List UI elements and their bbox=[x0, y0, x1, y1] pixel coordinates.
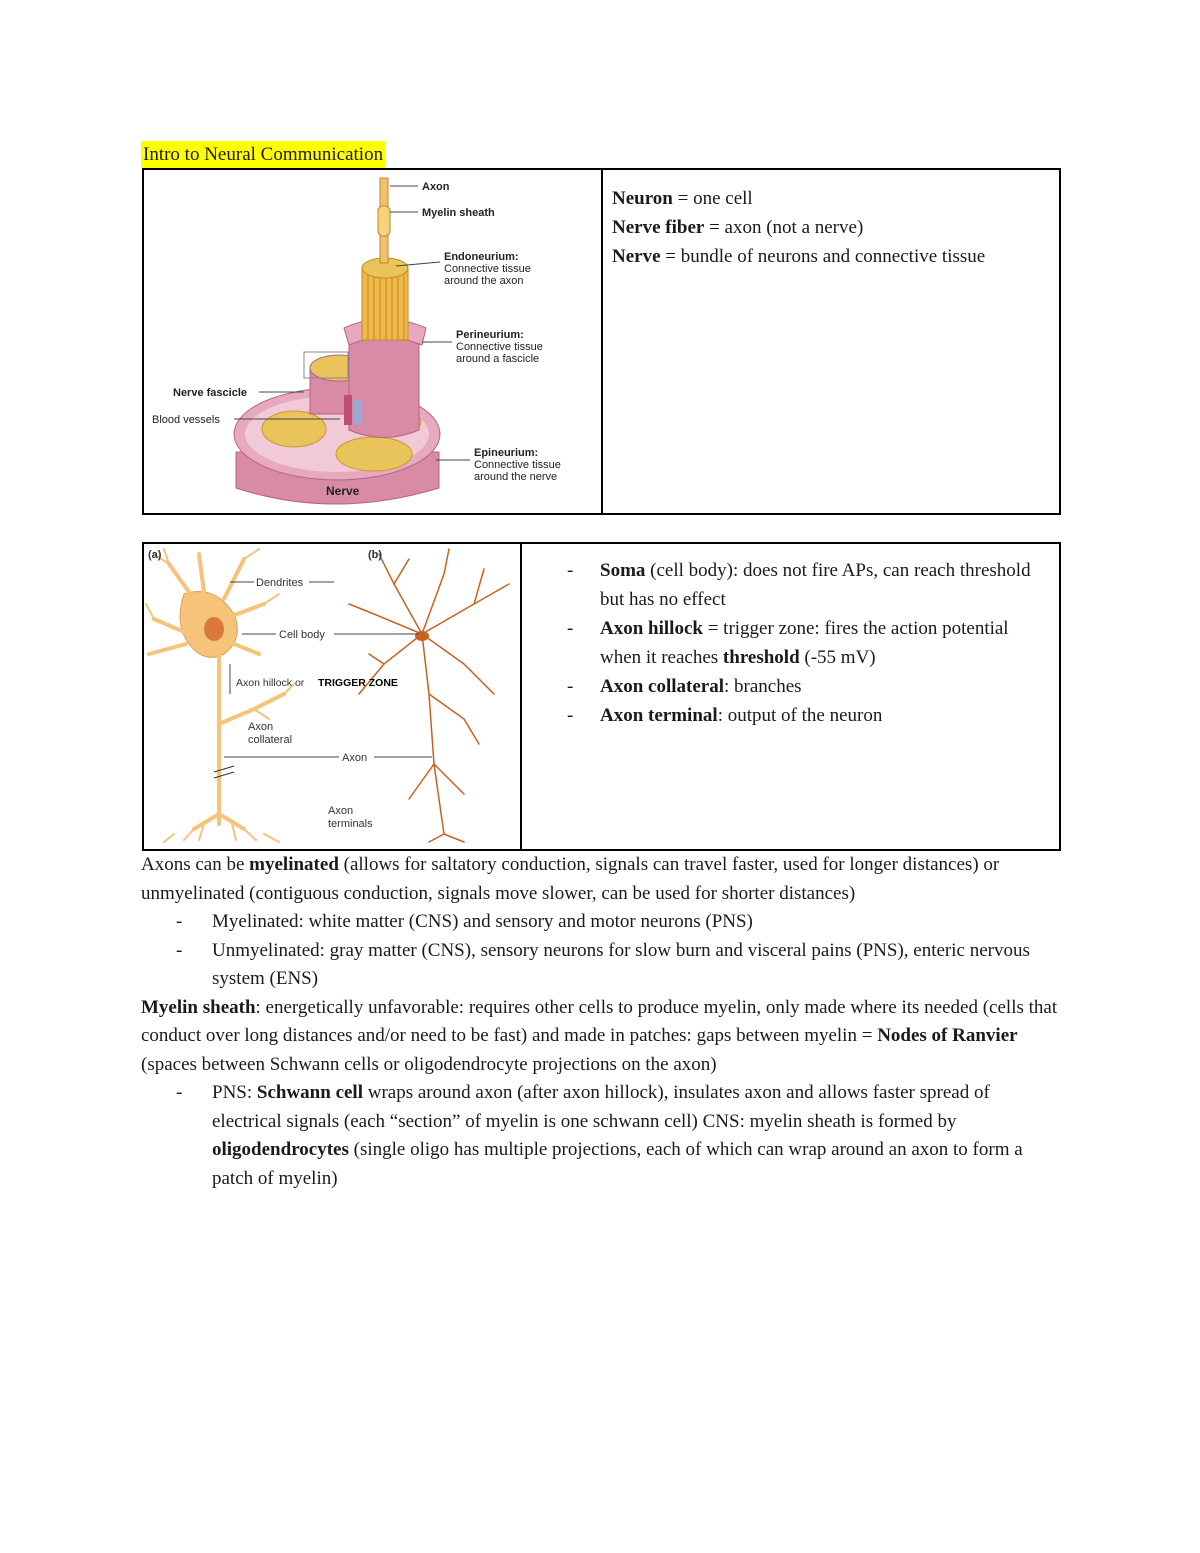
definition-row: Neuron = one cell bbox=[612, 188, 753, 209]
nerve-table bbox=[142, 168, 1061, 515]
nerve-label: Nerve bbox=[326, 484, 360, 498]
page-title: Intro to Neural Communication bbox=[141, 141, 385, 168]
definition-row: Nerve = bundle of neurons and connective tissue bbox=[612, 246, 986, 267]
endoneurium-desc: Connective tissue bbox=[444, 263, 531, 275]
axon-terminals-label: Axon bbox=[328, 805, 354, 817]
list-item: - Soma (cell body): does not fire APs, can reach threshold but has no effect bbox=[564, 556, 1054, 614]
axon-label: Axon bbox=[422, 181, 450, 193]
myelination-list bbox=[141, 908, 1061, 994]
trigger-zone-label: TRIGGER ZONE bbox=[318, 677, 398, 689]
dendrites-label: Dendrites bbox=[256, 577, 304, 589]
endoneurium-label: Endoneurium: bbox=[444, 251, 519, 263]
axon-label: Axon bbox=[342, 752, 368, 764]
table-divider bbox=[601, 170, 603, 513]
list-item: - Unmyelinated: gray matter (CNS), sensory neurons for slow burn and visceral pains (PNS), enteric nervous system (ENS) bbox=[141, 937, 1061, 994]
list-item: - PNS: Schwann cell wraps around axon (after axon hillock), insulates axon and allows faster spread of electrical signals (each “section” of myelin is one schwann cell) CNS: myelin sheath is formed by oligodendrocytes (single oligo has multiple projections, each of which can wrap around an axon to form a patch of myelin) bbox=[141, 1079, 1061, 1193]
myelin-sheath-label: Myelin sheath bbox=[422, 207, 495, 219]
neuron-table bbox=[142, 542, 1061, 851]
epineurium-label: Epineurium: bbox=[474, 447, 539, 459]
perineurium-desc: Connective tissue bbox=[456, 341, 543, 353]
panel-a-label: (a) bbox=[148, 549, 162, 561]
list-item: - Axon terminal: output of the neuron bbox=[564, 701, 1054, 730]
epineurium-desc: around the nerve bbox=[474, 471, 558, 483]
list-item: - Axon collateral: branches bbox=[564, 672, 1054, 701]
myelin-sheath-paragraph: Myelin sheath: energetically unfavorable: requires other cells to produce myelin, only made where its needed (cells that conduct over long distances and/or need to be fast) and made in patches: gaps between myelin = Nodes of Ranvier (spaces between Schwann cells or oligodendrocyte projections on the axon) bbox=[141, 996, 1058, 1075]
perineurium-label: Perineurium: bbox=[456, 329, 524, 341]
axon-collateral-label: Axon bbox=[248, 721, 274, 733]
table-divider bbox=[520, 544, 522, 849]
myelination-paragraph: Axons can be myelinated (allows for saltatory conduction, signals can travel faster, used for longer distances) or unmyelinated (contiguous conduction, signals move slower, can be used for shorter distances) bbox=[141, 854, 1000, 904]
endoneurium-desc: around the axon bbox=[444, 275, 524, 287]
axon-collateral-label: collateral bbox=[248, 734, 293, 746]
axon-hillock-label: Axon hillock or bbox=[236, 677, 305, 689]
perineurium-desc: around a fascicle bbox=[456, 353, 540, 365]
definition-row: Nerve fiber = axon (not a nerve) bbox=[612, 217, 864, 238]
neuron-parts-list bbox=[564, 556, 1054, 730]
list-item: - Axon hillock = trigger zone: fires the action potential when it reaches threshold (-55 mV) bbox=[564, 614, 1054, 672]
list-item: - Myelinated: white matter (CNS) and sensory and motor neurons (PNS) bbox=[141, 908, 1061, 937]
definitions bbox=[612, 184, 985, 271]
cell-body-label: Cell body bbox=[279, 629, 325, 641]
panel-b-label: (b) bbox=[368, 549, 383, 561]
nerve-fascicle-label: Nerve fascicle bbox=[173, 387, 247, 399]
neuron-structure-figure bbox=[144, 544, 518, 849]
myelin-cells-list bbox=[141, 1079, 1061, 1193]
epineurium-desc: Connective tissue bbox=[474, 459, 561, 471]
blood-vessels-label: Blood vessels bbox=[152, 414, 220, 426]
axon-terminals-label: terminals bbox=[328, 818, 373, 830]
notes-body bbox=[141, 851, 1061, 1193]
nerve-anatomy-figure bbox=[144, 170, 599, 513]
